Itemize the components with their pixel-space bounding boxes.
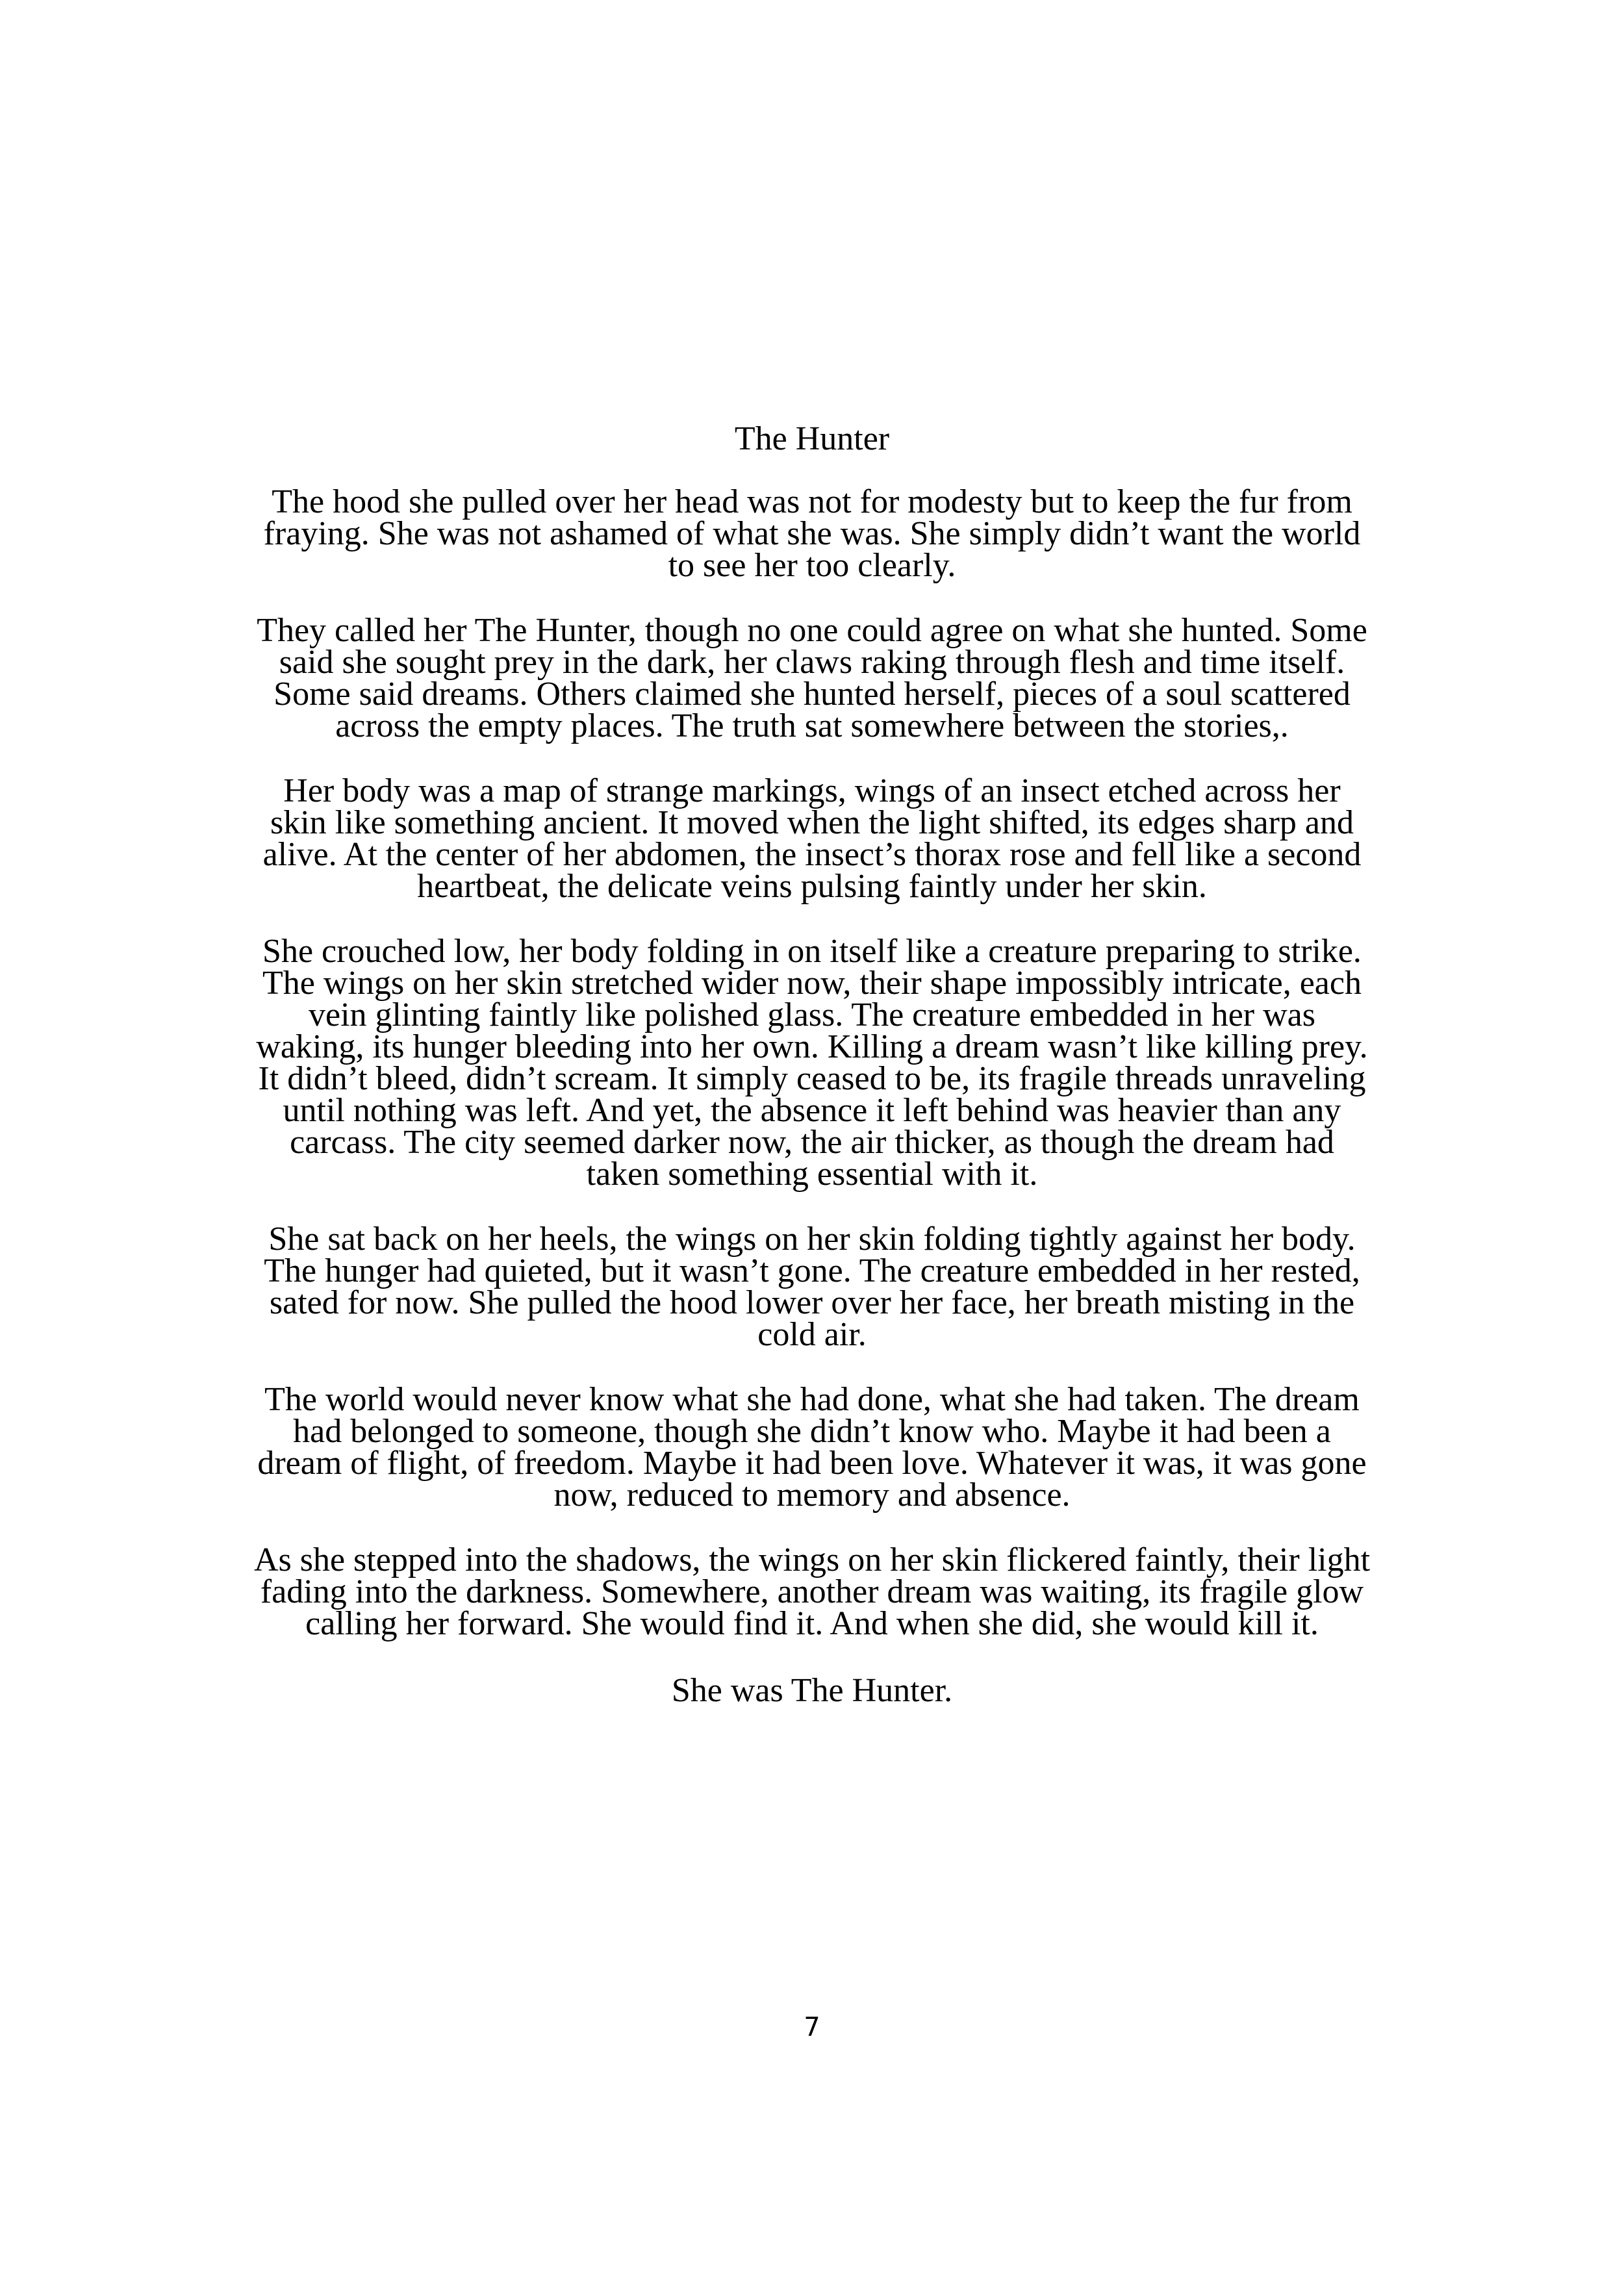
story-paragraph: The world would never know what she had done, what she had taken. The dream had belonged to someone, though she didn’t know who. Maybe it had been a dream of flight, of freedom. Maybe it had been love. Whatever it was, it was gone now, reduced to memory and absence. — [257, 1381, 1367, 1514]
story-paragraph: Her body was a map of strange markings, wings of an insect etched across her skin like something ancient. It moved when the light shifted, its edges sharp and alive. At the center of her abdomen, the insect’s thorax rose and fell like a second heartbeat, the delicate veins pulsing faintly under her skin. — [262, 772, 1362, 905]
story-body — [253, 421, 1371, 1709]
page-number: 7 — [804, 2012, 820, 2042]
story-paragraph: They called her The Hunter, though no one could agree on what she hunted. Some said she sought prey in the dark, her claws raking through flesh and time itself. Some said dreams. Others claimed she hunted herself, pieces of a soul scattered across the empty places. The truth sat somewhere between the stories,. — [257, 612, 1367, 744]
story-title: The Hunter — [734, 420, 890, 457]
story-paragraph: She sat back on her heels, the wings on her skin folding tightly against her body. The hunger had quieted, but it wasn’t gone. The creature embedded in her rested, sated for now. She pulled the hood lower over her face, her breath misting in the cold air. — [264, 1221, 1360, 1353]
story-paragraph: She crouched low, her body folding in on itself like a creature preparing to strike. The wings on her skin stretched wider now, their shape impossibly intricate, each vein glinting faintly like polished glass. The creature embedded in her was waking, its hunger bleeding into her own. Killing a dream wasn’t like killing prey. It didn’t bleed, didn’t scream. It simply ceased to be, its fragile threads unraveling until nothing was left. And yet, the absence it left behind was heavier than any carcass. The city seemed darker now, the air thicker, as though the dream had taken something essential with it. — [256, 933, 1368, 1193]
story-closing-line: She was The Hunter. — [671, 1672, 953, 1709]
story-paragraph: The hood she pulled over her head was not for modesty but to keep the fur from fraying. She was not ashamed of what she was. She simply didn’t want the world to see her too clearly. — [263, 483, 1361, 584]
story-paragraph: As she stepped into the shadows, the wings on her skin flickered faintly, their light fading into the darkness. Somewhere, another dream was waiting, its fragile glow calling her forward. She would find it. And when she did, she would kill it. — [253, 1541, 1371, 1642]
